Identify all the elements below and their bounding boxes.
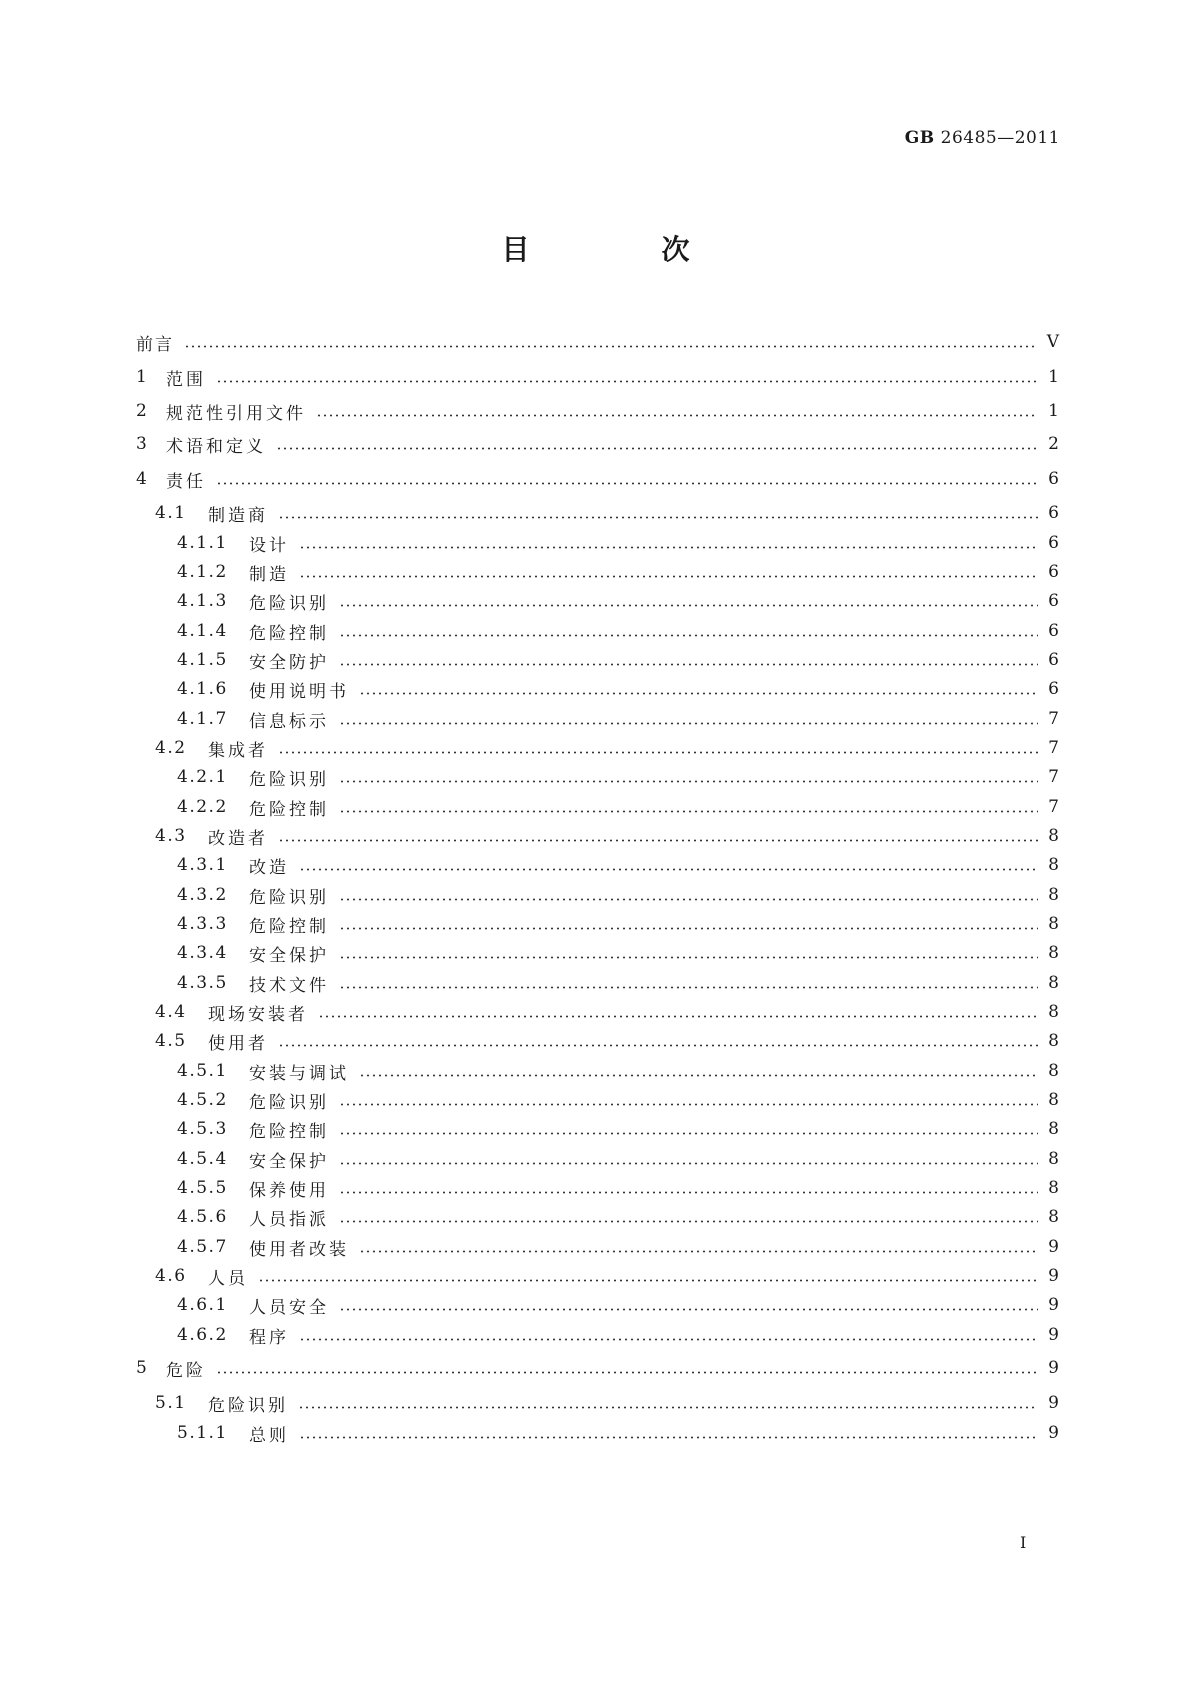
toc-dot-leader (339, 956, 1038, 959)
toc-entry-number: 4 (136, 469, 149, 489)
toc-dot-leader (339, 1220, 1038, 1223)
toc-entry-label: 危险控制 (249, 623, 329, 644)
toc-dot-leader (299, 575, 1038, 578)
toc-entry-page: 8 (1048, 1090, 1059, 1110)
toc-entry-number: 4.5.4 (177, 1149, 228, 1169)
toc-entry-page: 8 (1048, 826, 1059, 846)
toc-entry-number: 4.1.3 (177, 591, 228, 611)
toc-entry-label: 集成者 (208, 740, 268, 761)
toc-entry[interactable] (177, 1323, 1059, 1347)
toc-entry-label: 责任 (166, 471, 206, 492)
toc-entry-page: 8 (1048, 885, 1059, 905)
toc-entry[interactable] (177, 971, 1059, 995)
toc-entry-page: 2 (1048, 434, 1059, 454)
toc-entry-page: 6 (1048, 469, 1059, 489)
toc-entry-label: 人员指派 (249, 1209, 329, 1230)
toc-entry-label: 技术文件 (249, 975, 329, 996)
toc-entry-label: 术语和定义 (166, 436, 266, 457)
toc-entry[interactable] (136, 365, 1059, 389)
toc-entry[interactable] (177, 1176, 1059, 1200)
toc-dot-leader (216, 380, 1038, 383)
toc-entry[interactable] (136, 467, 1059, 491)
toc-entry-number: 5.1.1 (177, 1423, 228, 1443)
toc-entry-label: 制造 (249, 564, 289, 585)
toc-entry-page: 6 (1048, 503, 1059, 523)
toc-entry-page: 9 (1048, 1393, 1059, 1413)
toc-dot-leader (184, 345, 1037, 348)
toc-entry-number: 4.1 (155, 503, 187, 523)
toc-dot-leader (278, 1044, 1038, 1047)
toc-entry-number: 4.1.2 (177, 562, 228, 582)
toc-entry-number: 4.5.3 (177, 1119, 228, 1139)
toc-entry-number: 4.1.6 (177, 679, 228, 699)
toc-dot-leader (339, 722, 1038, 725)
page-title: 目 次 (501, 233, 742, 266)
toc-entry-page: 8 (1048, 973, 1059, 993)
toc-entry[interactable] (177, 1059, 1059, 1083)
toc-entry-page: 8 (1048, 1119, 1059, 1139)
toc-entry[interactable] (177, 619, 1059, 643)
toc-dot-leader (299, 1338, 1038, 1341)
toc-entry-number: 1 (136, 367, 149, 387)
toc-entry-page: Ⅴ (1046, 332, 1059, 352)
toc-entry-number: 4.3.2 (177, 885, 228, 905)
toc-dot-leader (278, 839, 1038, 842)
toc-entry[interactable] (136, 1356, 1059, 1380)
toc-entry-label: 人员 (208, 1268, 248, 1289)
toc-entry-page: 9 (1048, 1237, 1059, 1257)
toc-dot-leader (339, 663, 1038, 666)
toc-entry-number: 4.5.7 (177, 1237, 228, 1257)
toc-entry-label: 危险识别 (249, 887, 329, 908)
toc-entry-number: 4.1.4 (177, 621, 228, 641)
toc-dot-leader (318, 1015, 1038, 1018)
toc-entry-number: 4.6 (155, 1266, 187, 1286)
page-number: Ⅰ (1020, 1533, 1027, 1552)
toc-entry-label: 规范性引用文件 (166, 403, 306, 424)
toc-entry-number: 4.5.1 (177, 1061, 228, 1081)
toc-entry-label: 危险识别 (208, 1395, 288, 1416)
toc-entry-page: 8 (1048, 1031, 1059, 1051)
toc-entry-page: 6 (1048, 621, 1059, 641)
toc-entry[interactable] (177, 648, 1059, 672)
toc-entry-label: 现场安装者 (208, 1004, 308, 1025)
toc-entry-number: 4.1.7 (177, 709, 228, 729)
toc-entry-label: 信息标示 (249, 711, 329, 732)
toc-dot-leader (339, 1103, 1038, 1106)
toc-entry-label: 危险控制 (249, 916, 329, 937)
toc-dot-leader (216, 1371, 1038, 1374)
toc-entry-page: 8 (1048, 1207, 1059, 1227)
toc-entry-number: 4.6.1 (177, 1295, 228, 1315)
toc-entry[interactable] (136, 330, 1059, 354)
toc-entry-number: 4.1.1 (177, 533, 228, 553)
toc-entry-page: 8 (1048, 855, 1059, 875)
toc-entry[interactable] (177, 1117, 1059, 1141)
toc-entry-label: 危险 (166, 1360, 206, 1381)
toc-entry-page: 8 (1048, 1149, 1059, 1169)
toc-entry-number: 3 (136, 434, 149, 454)
toc-entry-number: 5.1 (155, 1393, 187, 1413)
toc-entry-number: 4.3.4 (177, 943, 228, 963)
toc-entry[interactable] (177, 883, 1059, 907)
toc-entry[interactable] (177, 531, 1059, 555)
toc-entry[interactable] (177, 589, 1059, 613)
toc-entry[interactable] (177, 1088, 1059, 1112)
toc-entry-label: 危险控制 (249, 1121, 329, 1142)
toc-entry-label: 使用者 (208, 1033, 268, 1054)
toc-dot-leader (258, 1279, 1038, 1282)
toc-dot-leader (339, 634, 1038, 637)
toc-entry[interactable] (177, 795, 1059, 819)
toc-entry-label: 范围 (166, 369, 206, 390)
toc-entry[interactable] (177, 1205, 1059, 1229)
toc-entry-page: 8 (1048, 1002, 1059, 1022)
toc-entry-page: 8 (1048, 1178, 1059, 1198)
toc-entry-page: 9 (1048, 1266, 1059, 1286)
toc-entry-page: 6 (1048, 679, 1059, 699)
toc-entry[interactable] (177, 765, 1059, 789)
toc-entry[interactable] (155, 1264, 1059, 1288)
toc-entry-label: 危险识别 (249, 769, 329, 790)
toc-dot-leader (299, 868, 1038, 871)
toc-entry[interactable] (177, 707, 1059, 731)
toc-entry-page: 6 (1048, 650, 1059, 670)
standard-number (905, 128, 1060, 148)
toc-entry-page: 7 (1048, 767, 1059, 787)
toc-entry-label: 改造者 (208, 828, 268, 849)
toc-dot-leader (276, 447, 1038, 450)
toc-entry-label: 安全保护 (249, 945, 329, 966)
toc-entry[interactable] (177, 1235, 1059, 1259)
toc-entry-page: 7 (1048, 797, 1059, 817)
toc-dot-leader (216, 482, 1038, 485)
toc-entry-number: 4.3.1 (177, 855, 228, 875)
toc-entry[interactable] (136, 399, 1059, 423)
toc-entry-label: 安装与调试 (249, 1063, 349, 1084)
toc-entry[interactable] (155, 736, 1059, 760)
toc-entry-page: 9 (1048, 1358, 1059, 1378)
toc-entry-label: 程序 (249, 1327, 289, 1348)
toc-dot-leader (359, 692, 1038, 695)
toc-entry-page: 8 (1048, 914, 1059, 934)
toc-entry[interactable] (155, 1391, 1059, 1415)
toc-entry-number: 4.3.5 (177, 973, 228, 993)
toc-entry-label: 危险控制 (249, 799, 329, 820)
standard-prefix: GB (904, 128, 935, 148)
toc-entry-number: 4.6.2 (177, 1325, 228, 1345)
toc-dot-leader (339, 604, 1038, 607)
toc-entry-number: 4.3.3 (177, 914, 228, 934)
toc-entry[interactable] (177, 941, 1059, 965)
toc-entry-label: 改造 (249, 857, 289, 878)
toc-entry-label: 保养使用 (249, 1180, 329, 1201)
toc-entry-label: 安全防护 (249, 652, 329, 673)
toc-entry-label: 人员安全 (249, 1297, 329, 1318)
toc-entry[interactable] (177, 677, 1059, 701)
toc-entry-label: 危险识别 (249, 593, 329, 614)
toc-entry-number: 4.2.2 (177, 797, 228, 817)
toc-entry-number: 4.4 (155, 1002, 187, 1022)
toc-entry[interactable] (155, 824, 1059, 848)
toc-entry-number: 4.5.5 (177, 1178, 228, 1198)
toc-entry-page: 8 (1048, 1061, 1059, 1081)
toc-entry-page: 8 (1048, 943, 1059, 963)
toc-dot-leader (339, 1132, 1038, 1135)
toc-dot-leader (339, 1162, 1038, 1165)
toc-entry-page: 6 (1048, 591, 1059, 611)
toc-entry-number: 4.3 (155, 826, 187, 846)
toc-entry-page: 7 (1048, 709, 1059, 729)
toc-entry-page: 1 (1048, 401, 1059, 421)
toc-entry-label: 使用说明书 (249, 681, 349, 702)
toc-dot-leader (278, 751, 1038, 754)
toc-dot-leader (339, 1191, 1038, 1194)
toc-entry-label: 前言 (136, 334, 174, 355)
toc-entry-label: 设计 (249, 535, 289, 556)
toc-entry-page: 1 (1048, 367, 1059, 387)
toc-entry-page: 6 (1048, 562, 1059, 582)
toc-entry[interactable] (177, 1293, 1059, 1317)
toc-dot-leader (339, 780, 1038, 783)
toc-entry-page: 9 (1048, 1295, 1059, 1315)
toc-entry[interactable] (155, 501, 1059, 525)
toc-entry-number: 2 (136, 401, 149, 421)
toc-entry[interactable] (136, 432, 1059, 456)
toc-dot-leader (339, 986, 1038, 989)
toc-dot-leader (299, 546, 1038, 549)
toc-entry-page: 9 (1048, 1325, 1059, 1345)
toc-entry-number: 4.5.6 (177, 1207, 228, 1227)
toc-dot-leader (359, 1074, 1038, 1077)
toc-entry-page: 7 (1048, 738, 1059, 758)
toc-entry-label: 制造商 (208, 505, 268, 526)
toc-entry[interactable] (155, 1029, 1059, 1053)
toc-entry-number: 4.5 (155, 1031, 187, 1051)
toc-dot-leader (339, 810, 1038, 813)
standard-code: 26485—2011 (940, 128, 1060, 148)
toc-dot-leader (299, 1436, 1038, 1439)
toc-entry-number: 4.5.2 (177, 1090, 228, 1110)
toc-entry-label: 安全保护 (249, 1151, 329, 1172)
toc-entry-label: 总则 (249, 1425, 289, 1446)
toc-dot-leader (359, 1250, 1038, 1253)
toc-dot-leader (339, 927, 1038, 930)
toc-entry-number: 4.1.5 (177, 650, 228, 670)
toc-entry[interactable] (177, 1421, 1059, 1445)
toc-entry-number: 4.2 (155, 738, 187, 758)
toc-entry-label: 使用者改装 (249, 1239, 349, 1260)
toc-dot-leader (298, 1406, 1038, 1409)
toc-entry[interactable] (177, 560, 1059, 584)
toc-entry[interactable] (155, 1000, 1059, 1024)
toc-entry-number: 4.2.1 (177, 767, 228, 787)
toc-entry[interactable] (177, 853, 1059, 877)
toc-dot-leader (339, 1308, 1038, 1311)
toc-dot-leader (278, 516, 1038, 519)
toc-entry-label: 危险识别 (249, 1092, 329, 1113)
toc-entry[interactable] (177, 1147, 1059, 1171)
toc-entry-page: 6 (1048, 533, 1059, 553)
toc-entry-page: 9 (1048, 1423, 1059, 1443)
toc-entry[interactable] (177, 912, 1059, 936)
toc-dot-leader (339, 898, 1038, 901)
toc-dot-leader (316, 414, 1038, 417)
toc-entry-number: 5 (136, 1358, 149, 1378)
